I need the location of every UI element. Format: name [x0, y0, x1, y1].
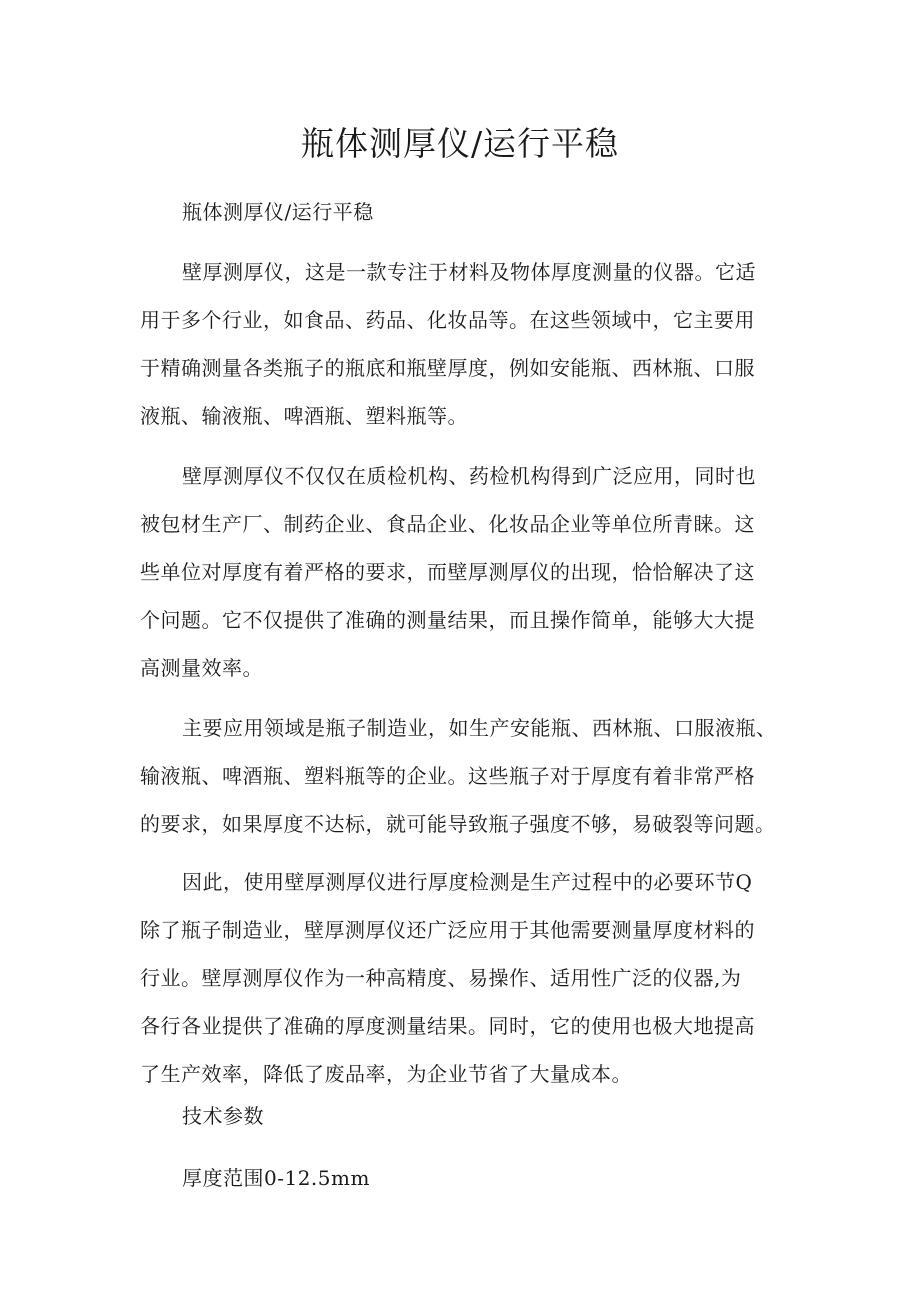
- paragraph-line: 个问题。它不仅提供了准确的测量结果，而且操作简单，能够大大提: [140, 608, 755, 632]
- paragraph-line: 高测量效率。: [140, 656, 263, 680]
- paragraph-line: 除了瓶子制造业，壁厚测厚仪还广泛应用于其他需要测量厚度材料的: [140, 918, 755, 942]
- paragraph-line: 壁厚测厚仪，这是一款专注于材料及物体厚度测量的仪器。它适: [182, 260, 756, 284]
- paragraph-line: 因此，使用壁厚测厚仪进行厚度检测是生产过程中的必要环节Q: [182, 870, 753, 894]
- paragraph-line: 各行各业提供了准确的厚度测量结果。同时，它的使用也极大地提高: [140, 1014, 755, 1038]
- paragraph-line: 主要应用领域是瓶子制造业，如生产安能瓶、西林瓶、口服液瓶、: [182, 716, 777, 740]
- paragraph-line: 被包材生产厂、制药企业、食品企业、化妆品企业等单位所青睐。这: [140, 512, 755, 536]
- paragraph-line: 的要求，如果厚度不达标，就可能导致瓶子强度不够，易破裂等问题。: [140, 812, 776, 836]
- document-title: 瓶体测厚仪/运行平稳: [300, 124, 620, 163]
- paragraph-line: 于精确测量各类瓶子的瓶底和瓶壁厚度，例如安能瓶、西林瓶、口服: [140, 356, 755, 380]
- paragraph-line: 了生产效率，降低了废品率，为企业节省了大量成本。: [140, 1062, 632, 1086]
- paragraph-line: 输液瓶、啤酒瓶、塑料瓶等的企业。这些瓶子对于厚度有着非常严格: [140, 764, 755, 788]
- subtitle-line: 瓶体测厚仪/运行平稳: [182, 200, 374, 224]
- paragraph-line: 行业。壁厚测厚仪作为一种高精度、易操作、适用性广泛的仪器,为: [140, 966, 742, 990]
- paragraph-line: 用于多个行业，如食品、药品、化妆品等。在这些领域中，它主要用: [140, 308, 755, 332]
- paragraph-line: 壁厚测厚仪不仅仅在质检机构、药检机构得到广泛应用，同时也: [182, 464, 756, 488]
- paragraph-line: 液瓶、输液瓶、啤酒瓶、塑料瓶等。: [140, 404, 468, 428]
- paragraph-line: 些单位对厚度有着严格的要求，而壁厚测厚仪的出现，恰恰解决了这: [140, 560, 755, 584]
- section-heading: 技术参数: [182, 1104, 264, 1128]
- spec-line: 厚度范围0-12.5mm: [182, 1166, 370, 1190]
